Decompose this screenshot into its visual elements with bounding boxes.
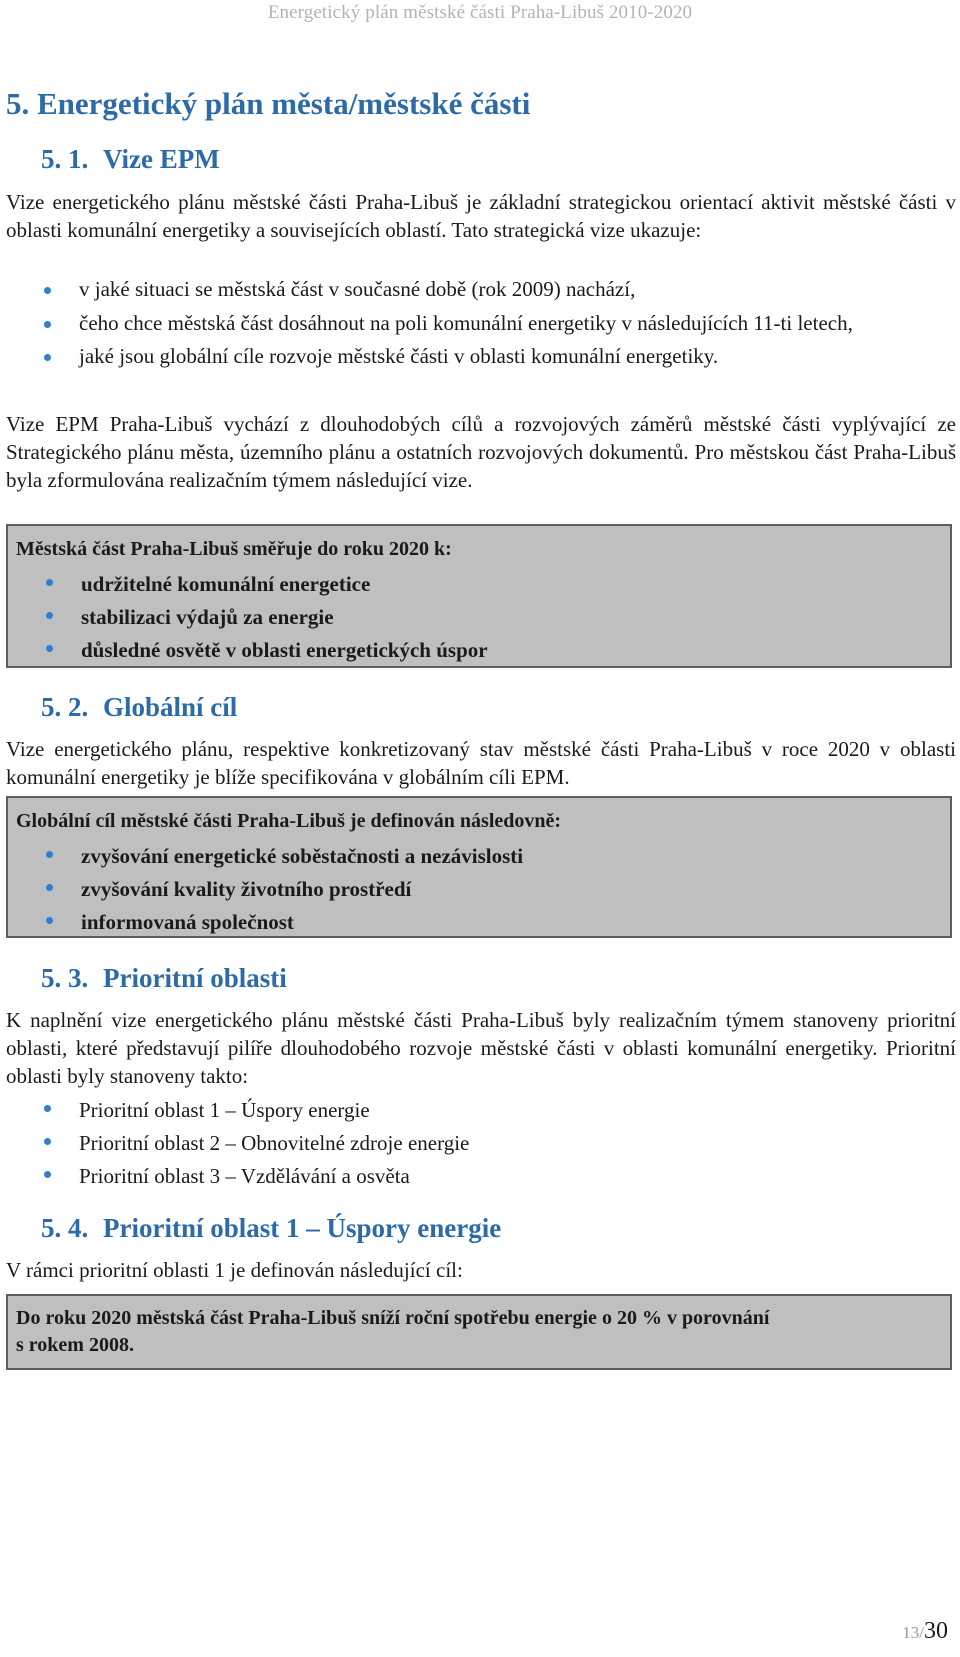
list-item: Prioritní oblast 1 – Úspory energie — [6, 1094, 956, 1127]
list-item: čeho chce městská část dosáhnout na poli komunální energetiky v následujících 11-ti letech, — [6, 310, 956, 337]
list-item: zvyšování kvality životního prostředí — [8, 873, 950, 906]
priority-areas-paragraph: K naplnění vize energetického plánu městské části Praha-Libuš byly realizačním týmem stanoveny prioritní oblasti, které představují pilíře dlouhodobého rozvoje městské části v oblasti komunální energetiky. Prioritní oblasti byly stanoveny takto: — [6, 1008, 956, 1088]
list-item: stabilizaci výdajů za energie — [8, 601, 950, 634]
heading-number: 5. 4. — [41, 1213, 89, 1243]
heading-text: Vize EPM — [103, 144, 220, 174]
list-item: Prioritní oblast 3 – Vzdělávání a osvěta — [6, 1160, 956, 1193]
heading-number: 5. 1. — [41, 144, 89, 174]
list-item: jaké jsou globální cíle rozvoje městské části v oblasti komunální energetiky. — [6, 343, 956, 370]
heading-text: Globální cíl — [103, 692, 238, 722]
list-item: informovaná společnost — [8, 906, 950, 939]
heading-5-1 — [41, 144, 220, 175]
goal-text-line: Do roku 2020 městská část Praha-Libuš sníží roční spotřebu energie o 20 % v porovnání — [16, 1307, 770, 1329]
vision-box — [6, 524, 952, 668]
heading-text: Prioritní oblast 1 – Úspory energie — [103, 1213, 502, 1243]
heading-5-4 — [41, 1213, 501, 1244]
list-item: v jaké situaci se městská část v současné době (rok 2009) nachází, — [6, 276, 956, 303]
vision-intro-paragraph: Vize energetického plánu městské části Praha-Libuš je základní strategickou orientací aktivit městské části v oblasti komunální energetiky a souvisejících oblastí. Tato strategická vize ukazuje: — [6, 190, 956, 242]
page-number — [902, 1618, 948, 1645]
heading-5-3 — [41, 963, 287, 994]
box-title: Městská část Praha-Libuš směřuje do roku 2020 k: — [16, 538, 452, 560]
vision-source-paragraph: Vize EPM Praha-Libuš vychází z dlouhodobých cílů a rozvojových záměrů městské části vyplývající ze Strategického plánu města, územního plánu a ostatních rozvojových dokumentů. Pro městskou část Praha-Libuš byla zformulována realizačním týmem následující vize. — [6, 412, 956, 492]
page-separator: / — [919, 1623, 924, 1642]
heading-5-2 — [41, 692, 237, 723]
current-page: 13 — [902, 1623, 920, 1642]
list-item: udržitelné komunální energetice — [8, 568, 950, 601]
section-title: 5. Energetický plán města/městské části — [6, 86, 531, 121]
heading-text: Prioritní oblasti — [103, 963, 287, 993]
vision-bullet-list — [6, 276, 956, 370]
list-item: zvyšování energetické soběstačnosti a nezávislosti — [8, 840, 950, 873]
list-item: Prioritní oblast 2 – Obnovitelné zdroje energie — [6, 1127, 956, 1160]
heading-number: 5. 2. — [41, 692, 89, 722]
priority-areas-list — [6, 1094, 956, 1193]
list-item: důsledné osvětě v oblasti energetických úspor — [8, 634, 950, 667]
box-title: Globální cíl městské části Praha-Libuš je definován následovně: — [16, 810, 562, 832]
goal-text-line: s rokem 2008. — [16, 1334, 134, 1356]
running-header: Energetický plán městské části Praha-Libuš 2010-2020 — [267, 2, 693, 23]
global-goal-paragraph: Vize energetického plánu, respektive konkretizovaný stav městské části Praha-Libuš v roce 2020 v oblasti komunální energetiky je blíže specifikována v globálním cíli EPM. — [6, 737, 956, 789]
priority-1-paragraph: V rámci prioritní oblasti 1 je definován následující cíl: — [6, 1258, 463, 1282]
priority-1-goal-box — [6, 1294, 952, 1370]
global-goal-box — [6, 796, 952, 938]
total-pages: 30 — [924, 1618, 948, 1644]
heading-number: 5. 3. — [41, 963, 89, 993]
